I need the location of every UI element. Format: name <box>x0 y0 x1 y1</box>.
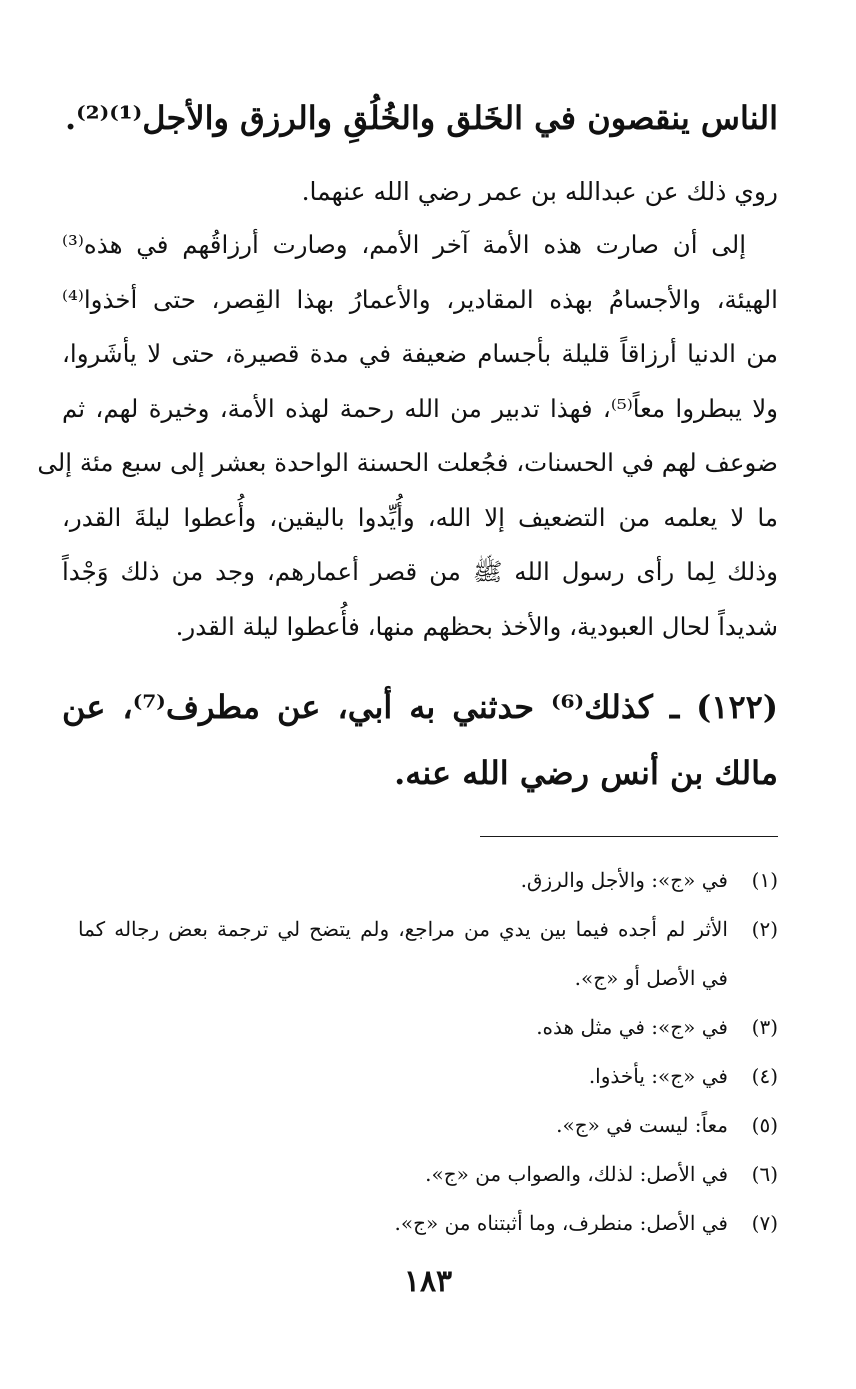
footnote <box>78 1052 778 1101</box>
footnotes <box>78 856 778 1248</box>
narration-line: روي ذلك عن عبدالله بن عمر رضي الله عنهما. <box>301 177 778 206</box>
footnote-text <box>78 1101 728 1150</box>
footnote-divider <box>480 836 778 837</box>
hadith-line: (١٢٢) ـ كذلك⁽⁶⁾ حدثني به أبي، عن مطرف⁽⁷⁾، عن <box>62 688 778 726</box>
footnote <box>78 1101 778 1150</box>
footnote-text <box>78 1150 728 1199</box>
footnote-number: (٣) <box>751 1015 778 1039</box>
footnote-number: (٦) <box>751 1162 778 1186</box>
footnote-number: (٥) <box>751 1113 778 1137</box>
opening-line: الناس ينقصون في الخَلق والخُلُقِ والرزق والأجل⁽¹⁾⁽²⁾. <box>65 99 778 137</box>
footnote <box>78 856 778 905</box>
footnote-line: الأثر لم أجده فيما بين يدي من مراجع، ولم يتضح لي ترجمة بعض رجاله كما <box>78 917 728 941</box>
main-paragraph <box>37 218 778 654</box>
page-number: ١٨٣ <box>403 1264 453 1299</box>
footnote-line: في الأصل أو «ج». <box>574 966 728 990</box>
footnote <box>78 1150 778 1199</box>
footnote-line: في الأصل: منطرف، وما أثبتناه من «ج». <box>394 1211 728 1235</box>
paragraph-line: الهيئة، والأجسامُ بهذه المقادير، والأعمارُ بهذا القِصر، حتى أخذوا⁽⁴⁾ <box>62 284 778 314</box>
footnote-line: في «ج»: والأجل والرزق. <box>520 868 728 892</box>
paragraph-line: شديداً لحال العبودية، والأخذ بحظهم منها، فأُعطوا ليلة القدر. <box>175 611 778 641</box>
paragraph-line: ولا يبطروا معاً⁽⁵⁾، فهذا تدبير من الله رحمة لهذه الأمة، وخيرة لهم، ثم <box>62 393 778 423</box>
footnote-text <box>78 1199 728 1248</box>
footnote-line: معاً: ليست في «ج». <box>556 1113 728 1137</box>
footnote <box>78 1199 778 1248</box>
paragraph-line: ما لا يعلمه من التضعيف إلا الله، وأُيِّدوا باليقين، وأُعطوا ليلةَ القدر، <box>62 502 778 532</box>
footnote-text <box>78 856 728 905</box>
paragraph-line: ضوعف لهم في الحسنات، فجُعلت الحسنة الواحدة بعشر إلى سبع مئة إلى <box>37 448 778 477</box>
footnote-line: في الأصل: لذلك، والصواب من «ج». <box>425 1162 728 1186</box>
footnote-number: (٤) <box>751 1064 778 1088</box>
footnote-number: (٧) <box>751 1211 778 1235</box>
footnote-line: في «ج»: يأخذوا. <box>588 1064 728 1088</box>
footnote-text <box>78 1052 728 1101</box>
footnote-text <box>78 905 728 1003</box>
footnote-line: في «ج»: في مثل هذه. <box>536 1015 728 1039</box>
footnote-number: (١) <box>751 868 778 892</box>
hadith-line: مالك بن أنس رضي الله عنه. <box>394 754 778 792</box>
footnote <box>78 1003 778 1052</box>
paragraph-line: إلى أن صارت هذه الأمة آخر الأمم، وصارت أرزاقُهم في هذه⁽³⁾ <box>62 230 746 259</box>
footnote <box>78 905 778 1003</box>
footnote-text <box>78 1003 728 1052</box>
paragraph-line: وذلك لِما رأى رسول الله ﷺ من قصر أعمارهم، وجد من ذلك وَجْداً <box>62 557 778 586</box>
hadith-heading <box>62 674 778 806</box>
paragraph-line: من الدنيا أرزاقاً قليلة بأجسام ضعيفة في مدة قصيرة، حتى لا يأشَروا، <box>62 339 778 368</box>
footnote-number: (٢) <box>751 917 778 941</box>
